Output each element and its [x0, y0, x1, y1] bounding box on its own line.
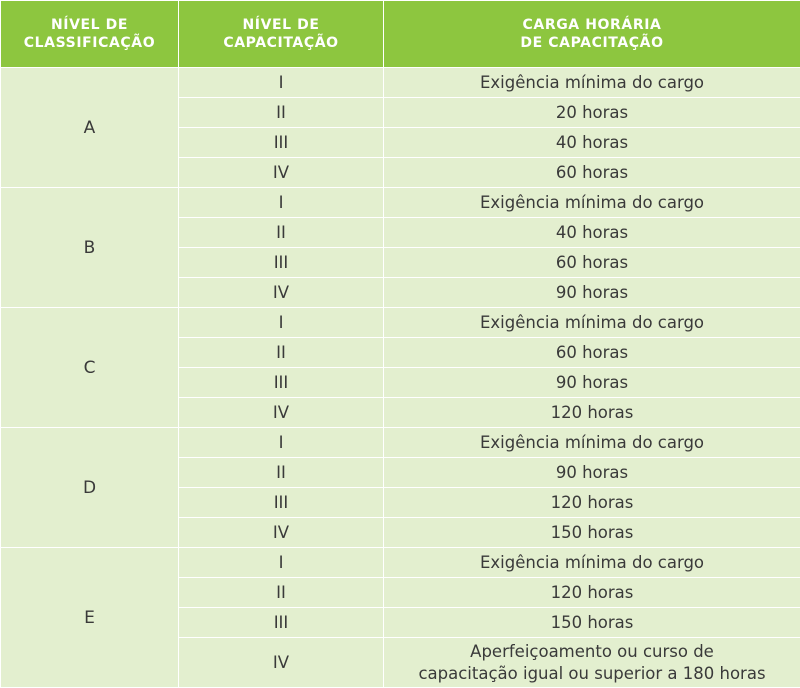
header-text-line: NÍVEL DE: [1, 16, 178, 34]
classification-level-cell: D: [1, 428, 179, 548]
capacitation-level-cell: IV: [179, 158, 384, 188]
capacitation-level-cell: I: [179, 68, 384, 98]
training-hours-line: capacitação igual ou superior a 180 horas: [384, 663, 800, 685]
training-hours-cell: 60 horas: [384, 158, 800, 188]
classification-level-cell: A: [1, 68, 179, 188]
training-hours-cell: 90 horas: [384, 368, 800, 398]
training-hours-line: Aperfeiçoamento ou curso de: [384, 641, 800, 663]
table-row: [1, 308, 800, 338]
capacitation-level-cell: II: [179, 98, 384, 128]
training-hours-cell: 90 horas: [384, 458, 800, 488]
header-training-hours: [384, 1, 800, 68]
table-row: [1, 68, 800, 98]
capacitation-level-cell: IV: [179, 398, 384, 428]
capacitation-level-cell: I: [179, 308, 384, 338]
table-row: [1, 428, 800, 458]
training-hours-cell: 150 horas: [384, 608, 800, 638]
capacitation-level-cell: I: [179, 188, 384, 218]
capacitation-level-cell: IV: [179, 638, 384, 688]
training-hours-cell: 40 horas: [384, 128, 800, 158]
capacitation-level-cell: III: [179, 128, 384, 158]
table-header-row: [1, 1, 800, 68]
training-hours-cell: 120 horas: [384, 398, 800, 428]
header-capacitation-level: [179, 1, 384, 68]
capacitation-level-cell: II: [179, 218, 384, 248]
header-text-line: DE CAPACITAÇÃO: [384, 34, 800, 52]
training-hours-cell: Exigência mínima do cargo: [384, 548, 800, 578]
capacitation-level-cell: IV: [179, 518, 384, 548]
training-hours-cell: Exigência mínima do cargo: [384, 188, 800, 218]
table-row: [1, 548, 800, 578]
capacitation-level-cell: II: [179, 578, 384, 608]
training-hours-cell: [384, 638, 800, 688]
capacitation-level-cell: IV: [179, 278, 384, 308]
classification-level-cell: C: [1, 308, 179, 428]
header-text-line: CAPACITAÇÃO: [179, 34, 383, 52]
classification-level-cell: B: [1, 188, 179, 308]
capacitation-level-cell: I: [179, 428, 384, 458]
training-hours-cell: 60 horas: [384, 248, 800, 278]
training-hours-cell: 40 horas: [384, 218, 800, 248]
capacitation-level-cell: III: [179, 248, 384, 278]
header-classification-level: [1, 1, 179, 68]
training-hours-cell: Exigência mínima do cargo: [384, 68, 800, 98]
training-hours-cell: Exigência mínima do cargo: [384, 428, 800, 458]
training-hours-cell: 120 horas: [384, 488, 800, 518]
header-text-line: CARGA HORÁRIA: [384, 16, 800, 34]
capacitation-level-cell: I: [179, 548, 384, 578]
capacitation-level-cell: II: [179, 458, 384, 488]
header-text-line: NÍVEL DE: [179, 16, 383, 34]
capacitation-level-cell: III: [179, 368, 384, 398]
classification-level-cell: E: [1, 548, 179, 688]
capacitation-level-cell: III: [179, 608, 384, 638]
training-hours-cell: 20 horas: [384, 98, 800, 128]
table-row: [1, 188, 800, 218]
training-hours-cell: 120 horas: [384, 578, 800, 608]
capacitation-level-cell: III: [179, 488, 384, 518]
header-text-line: CLASSIFICAÇÃO: [1, 34, 178, 52]
training-hours-cell: 90 horas: [384, 278, 800, 308]
capacitation-level-cell: II: [179, 338, 384, 368]
training-hours-cell: 60 horas: [384, 338, 800, 368]
training-hours-cell: 150 horas: [384, 518, 800, 548]
table-body: [1, 68, 800, 688]
training-hours-cell: Exigência mínima do cargo: [384, 308, 800, 338]
